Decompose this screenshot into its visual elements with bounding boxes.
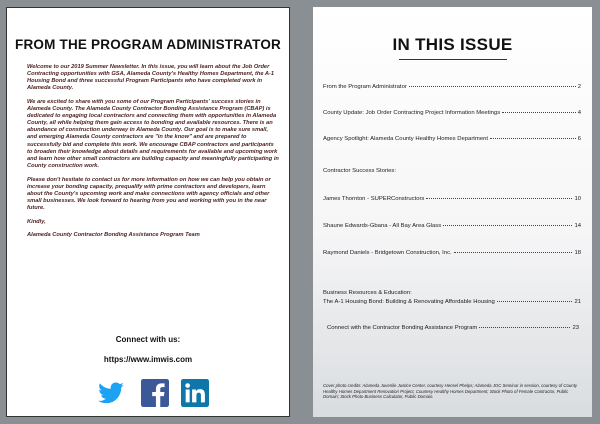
toc-page: 18 [574,250,581,256]
facebook-icon[interactable] [141,379,169,407]
connect-label: Connect with us: [115,335,181,344]
toc-label: James Thornton - SUPERConstructors [323,196,425,202]
toc-label: Connect with the Contractor Bonding Assistance Program [327,325,478,331]
toc-leader [502,112,576,113]
toc-page: 23 [572,325,579,331]
letter-signature: Alameda County Contractor Bonding Assistance Program Team [27,232,200,239]
toc-page: 10 [574,196,581,202]
photo-credits: Cover photo credits: Alameda Juvenile Justice Center, courtesy Hensel Phelps; Alameda JOC Seminar in session, courtesy of County Healthy Homes Department Renovation Project, Courtesy Healthy Homes Department; Stock Photo of Female Contractor, Public Domain; Stock Photo Business Calculator, Public Domain. [323,383,578,400]
letter-body [27,64,279,246]
toc-entry[interactable] [323,136,581,143]
toc-page: 6 [577,136,581,142]
toc-label: The A-1 Housing Bond: Building & Renovating Affordable Housing [323,299,495,305]
toc-leader [497,301,573,302]
toc-section-heading [323,290,581,297]
linkedin-icon[interactable] [181,379,209,407]
twitter-icon[interactable] [97,379,125,407]
right-page [313,7,592,417]
toc-label: From the Program Administrator [323,84,407,90]
toc-label: Raymond Daniels - Bridgetown Construction, Inc. [323,250,452,256]
toc-entry[interactable] [323,110,581,117]
toc-entry[interactable] [323,223,581,230]
page-title: FROM THE PROGRAM ADMINISTRATOR [15,37,281,52]
toc-page: 2 [577,84,581,90]
letter-paragraph: Please don't hesitate to contact us for more information on how we can help you obtain or increase your bonding capacity, prequalify with prime contractors and developers, learn about the County's upcoming work and make connections with agency officials and other small businesses. We look forward to hearing from you and working with you in the near future. [27,176,271,211]
toc-leader [443,225,572,226]
toc-leader [490,138,576,139]
toc-leader [426,198,572,199]
toc-label: Agency Spotlight: Alameda County Healthy Homes Department [323,136,489,142]
left-page [6,7,290,417]
website-link[interactable]: https://www.imwis.com [103,355,193,364]
toc-label: County Update: Job Order Contracting Project Information Meetings [323,110,501,116]
toc-entry[interactable] [323,250,581,257]
toc-entry[interactable] [323,196,581,203]
issue-title: IN THIS ISSUE [392,35,513,54]
toc-label: Shaune Edwards-Gbana - All Bay Area Glass [323,223,442,229]
social-icons [97,379,217,407]
toc-page: 21 [574,299,581,305]
letter-closing: Kindly, [27,218,46,225]
toc-label: Contractor Success Stories: [323,168,397,174]
letter-paragraph: Welcome to our 2019 Summer Newsletter. In this issue, you will learn about the Job Order Contracting opportunities with GSA, Alameda County's Healthy Homes Department, the A-1 Housing Bond and three successful Program Participants who have completed work in Alameda County. [27,64,275,92]
toc-entry[interactable] [327,325,579,332]
toc-page: 4 [577,110,581,116]
toc-page: 14 [574,223,581,229]
toc-leader [479,327,570,328]
toc-entry[interactable] [323,299,581,306]
title-underline [399,59,507,60]
toc-section-heading [323,168,581,175]
toc-leader [454,252,573,253]
toc-leader [409,86,576,87]
letter-paragraph: We are excited to share with you some of our Program Participants' success stories in Alameda County. The Alameda County Contractor Bonding Assistance Program (CBAP) is dedicated to engaging local contractors and connecting them with opportunities in Alameda County, all while helping them gain access to bonding and available resources. There is an abundance of construction underway in Alameda County. Our goal is to make sure small, and emerging Alameda County contractors are "in the know" and are prepared to successfully bid and complete this work. We encourage CBAP contractors and participants to broaden their knowledge about details and requirements for available and upcoming work and learn how other small contractors are building capacity and meaningfully participating in County construction work. [27,98,279,169]
toc-entry[interactable] [323,84,581,91]
toc-label: Business Resources & Education: [323,290,412,296]
